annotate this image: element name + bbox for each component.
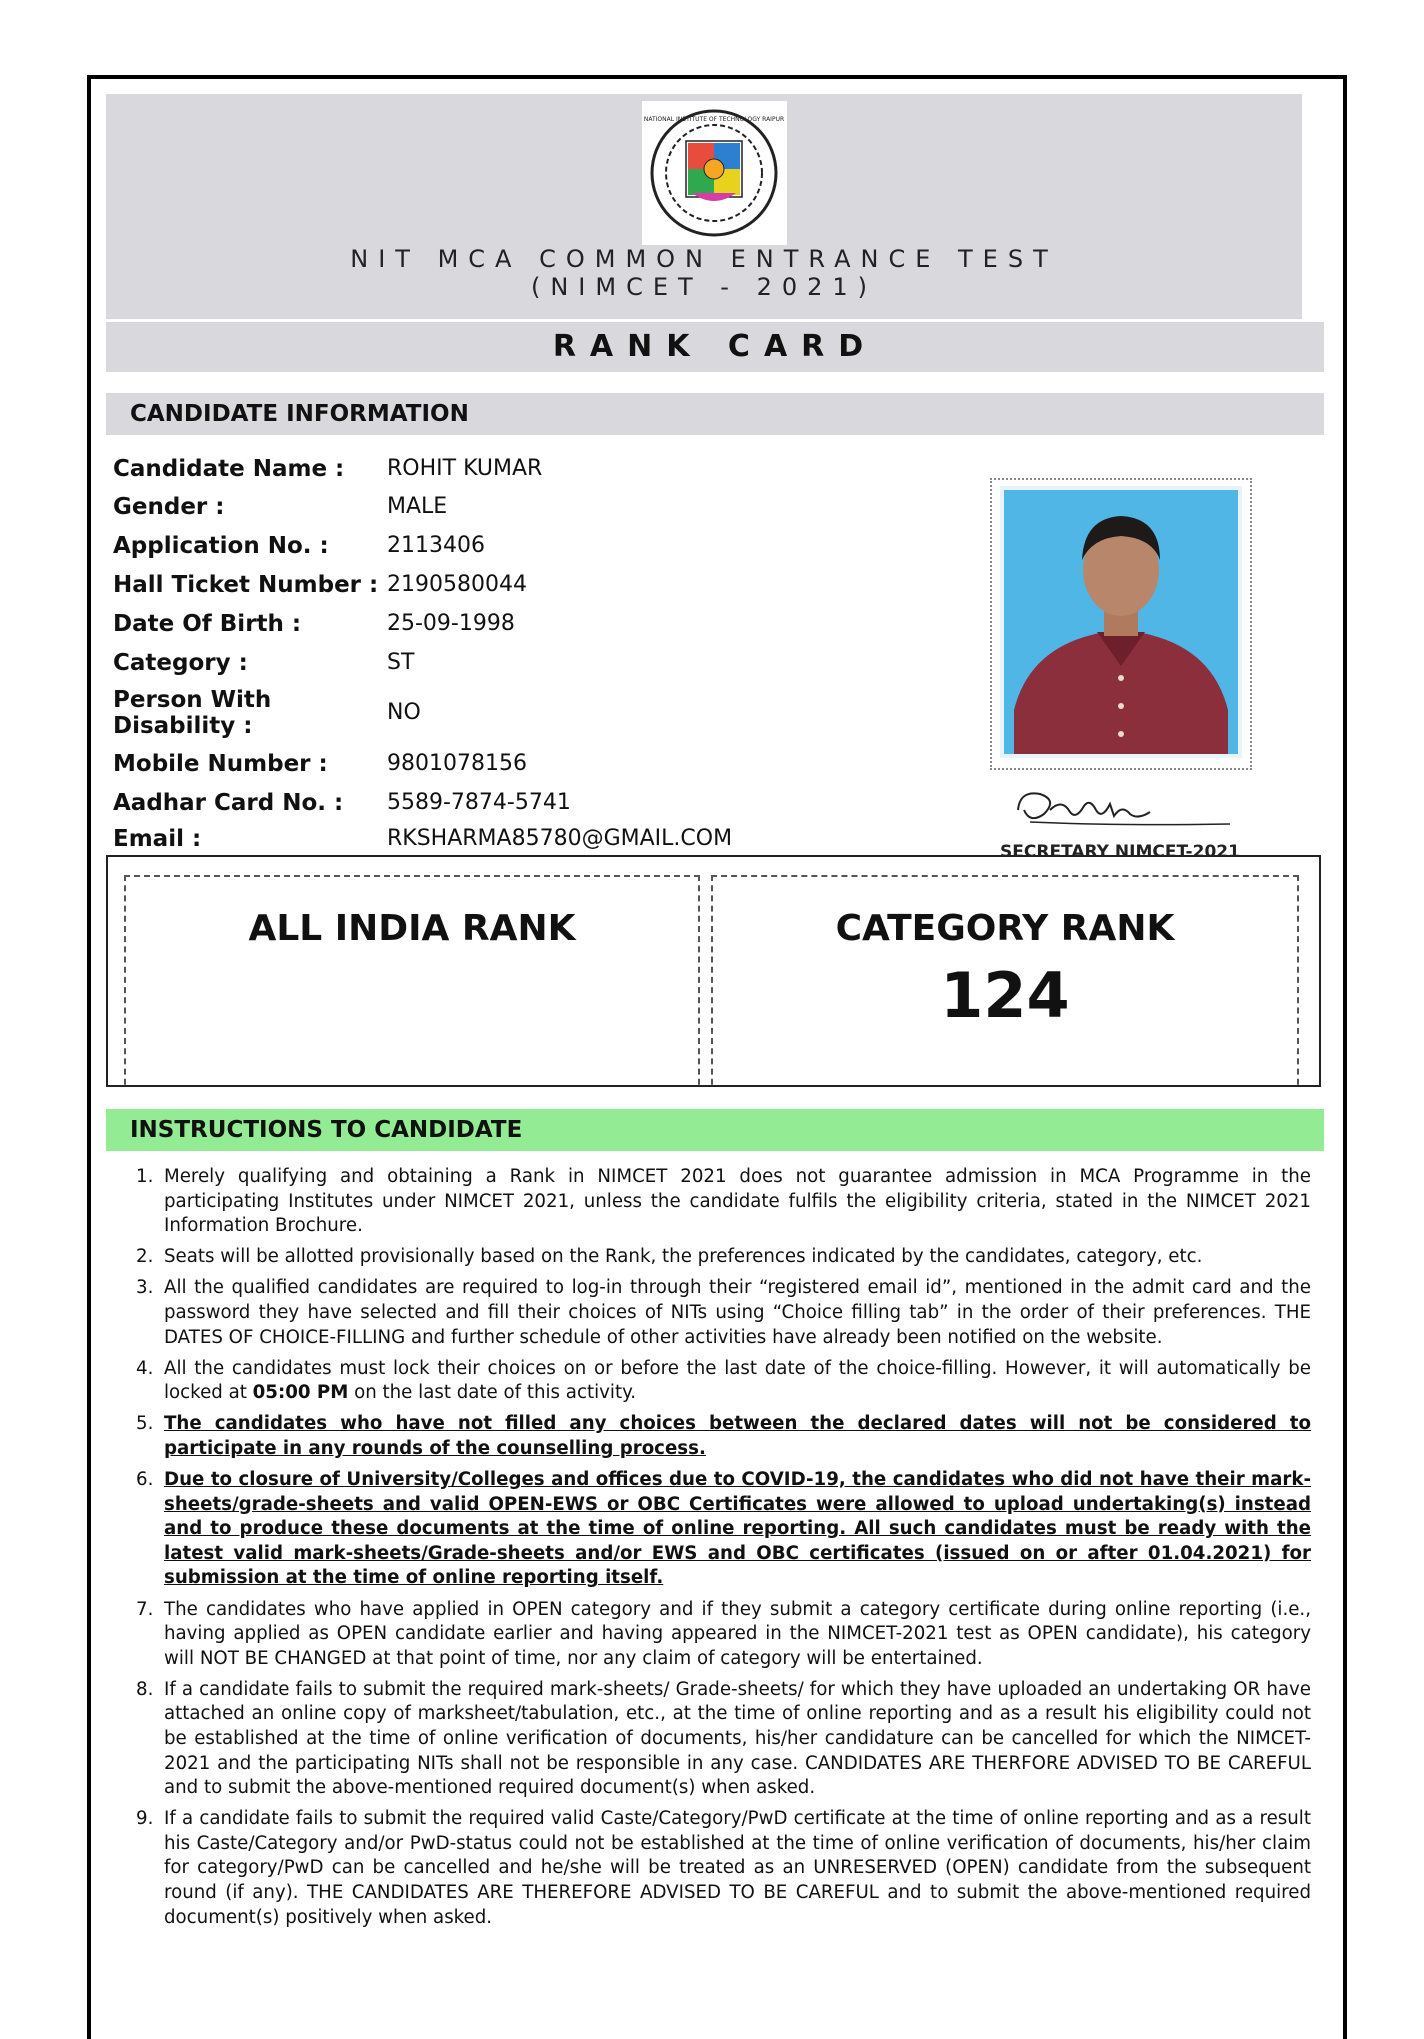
info-value: NO	[387, 700, 421, 725]
all-india-rank-label: ALL INDIA RANK	[248, 908, 576, 949]
info-row-aadhar	[113, 783, 763, 822]
secretary-title: SECRETARY NIMCET-2021	[1000, 842, 1240, 862]
instruction-text: All the qualified candidates are required to log-in through their “registered email id”, mentioned in the admit card and the password they have selected and fill their choices of NITs using “Choice filling tab” in the order of their preferences. THE DATES OF CHOICE-FILLING and further schedule of other activities have already been notified on the website.	[164, 1277, 1311, 1348]
info-row-dob	[113, 604, 763, 643]
info-value: 2113406	[387, 532, 485, 558]
logo-gear-icon	[652, 111, 776, 235]
instruction-text: If a candidate fails to submit the required valid Caste/Category/PwD certificate at the time of online reporting and as a result his Caste/Category and/or PwD-status could not be established at the time of online verification of documents, his/her claim for category/PwD can be cancelled and he/she will be treated as an UNRESERVED (OPEN) candidate from the subsequent round (if any). THE CANDIDATES ARE THEREFORE ADVISED TO BE CAREFUL and to submit the above-mentioned required document(s) positively when asked.	[164, 1808, 1311, 1928]
instruction-item	[136, 1678, 1311, 1801]
instruction-number: 1.	[136, 1166, 154, 1187]
instruction-number: 6.	[136, 1469, 154, 1491]
candidate-info-list	[113, 450, 763, 856]
instruction-item	[136, 1245, 1311, 1270]
candidate-photo-frame	[990, 478, 1252, 770]
instruction-item	[136, 1468, 1311, 1591]
instruction-item	[136, 1598, 1311, 1672]
info-label: Date Of Birth :	[113, 610, 302, 637]
instructions-list	[136, 1165, 1311, 1937]
info-label: Candidate Name :	[113, 456, 345, 482]
instruction-text: If a candidate fails to submit the required mark-sheets/ Grade-sheets/ for which they have uploaded an undertaking OR have attached an online copy of marksheet/tabulation, etc., at the time of online reporting and as a result his eligibility could not be established at the time of online verification of documents, his/her candidature can be cancelled for which the NIMCET-2021 and the participating NITs shall not be responsible in any case. CANDIDATES ARE THERFORE ADVISED TO BE CAREFUL and to submit the above-mentioned required document(s) when asked.	[164, 1678, 1311, 1799]
instructions-heading: INSTRUCTIONS TO CANDIDATE	[106, 1109, 1324, 1151]
info-label: Hall Ticket Number :	[113, 571, 379, 598]
info-row-application	[113, 526, 763, 565]
candidate-info-heading: CANDIDATE INFORMATION	[106, 393, 1324, 435]
info-row-gender	[113, 488, 763, 526]
instruction-time: 05:00 PM	[252, 1382, 349, 1404]
info-label: Gender :	[113, 494, 225, 520]
info-value: ST	[387, 649, 415, 675]
info-value: ROHIT KUMAR	[387, 456, 543, 481]
instruction-text: The candidates who have applied in OPEN category and if they submit a category certificate during online reporting (i.e., having applied as OPEN candidate earlier and having appeared in the NIMCET-2021 test as OPEN candidate), his category will NOT BE CHANGED at that point of time, nor any claim of category will be entertained.	[164, 1598, 1311, 1669]
category-rank-cell	[711, 875, 1299, 1087]
instruction-item	[136, 1412, 1311, 1461]
info-value: 2190580044	[387, 571, 527, 597]
rank-box	[106, 855, 1321, 1087]
logo-text: NATIONAL INSTITUTE OF TECHNOLOGY RAIPUR	[643, 116, 785, 123]
instruction-text-end: on the last date of this activity.	[348, 1382, 637, 1404]
category-rank-value: 124	[940, 959, 1070, 1032]
instruction-number: 7.	[136, 1598, 154, 1620]
instruction-item	[136, 1807, 1311, 1930]
info-row-email	[113, 822, 763, 856]
info-row-name	[113, 450, 763, 488]
info-row-category	[113, 643, 763, 682]
info-row-mobile	[113, 744, 763, 783]
rank-card-title: RANK CARD	[106, 322, 1324, 372]
info-label: Mobile Number :	[113, 750, 328, 777]
instruction-text: Seats will be allotted provisionally based on the Rank, the preferences indicated by the candidates, category, etc.	[164, 1246, 1203, 1268]
info-value: RKSHARMA85780@GMAIL.COM	[387, 826, 733, 851]
category-rank-label: CATEGORY RANK	[835, 908, 1175, 949]
info-label: Person With Disability :	[113, 687, 272, 739]
instruction-item	[136, 1276, 1311, 1350]
info-value: MALE	[387, 494, 448, 519]
info-label: Category :	[113, 649, 248, 676]
instruction-number: 3.	[136, 1277, 154, 1299]
info-label: Application No. :	[113, 532, 329, 559]
secretary-signature	[1010, 780, 1240, 844]
exam-code: (NIMCET - 2021)	[530, 273, 878, 301]
info-label: Email :	[113, 826, 202, 852]
info-value: 25-09-1998	[387, 610, 515, 636]
info-label: Aadhar Card No. :	[113, 789, 344, 816]
all-india-rank-cell	[124, 875, 700, 1087]
instruction-number: 2.	[136, 1246, 154, 1268]
instruction-item	[136, 1165, 1311, 1239]
instruction-item	[136, 1357, 1311, 1406]
instruction-number: 4.	[136, 1357, 154, 1379]
exam-title	[106, 245, 1302, 301]
info-value: 5589-7874-5741	[387, 789, 571, 815]
instruction-number: 8.	[136, 1678, 154, 1700]
exam-name: NIT MCA COMMON ENTRANCE TEST	[350, 245, 1058, 273]
info-row-hall-ticket	[113, 565, 763, 604]
instruction-text: Due to closure of University/Colleges and offices due to COVID-19, the candidates who did not have their mark-sheets/grade-sheets and valid OPEN-EWS or OBC Certificates were allowed to upload undertaking(s) instead and to produce these documents at the time of online reporting. All such candidates must be ready with the latest valid mark-sheets/Grade-sheets and/or EWS and OBC certificates (issued on or after 01.04.2021) for submission at the time of online reporting itself.	[164, 1469, 1311, 1589]
instruction-number: 5.	[136, 1413, 154, 1435]
institute-logo	[642, 101, 787, 245]
instruction-number: 9.	[136, 1808, 154, 1830]
instruction-text: The candidates who have not filled any choices between the declared dates will not be considered to participate in any rounds of the counselling process.	[164, 1413, 1311, 1459]
instruction-text: Merely qualifying and obtaining a Rank in NIMCET 2021 does not guarantee admission in MCA Programme in the participating Institutes under NIMCET 2021, unless the candidate fulfils the eligibility criteria, stated in the NIMCET 2021 Information Brochure.	[164, 1166, 1311, 1237]
instruction-text: All the candidates must lock their choices on or before the last date of the choice-filling. However, it will automatically be locked at	[164, 1357, 1311, 1404]
info-value: 9801078156	[387, 750, 527, 776]
candidate-photo	[992, 480, 1250, 768]
info-row-pwd	[113, 682, 763, 744]
